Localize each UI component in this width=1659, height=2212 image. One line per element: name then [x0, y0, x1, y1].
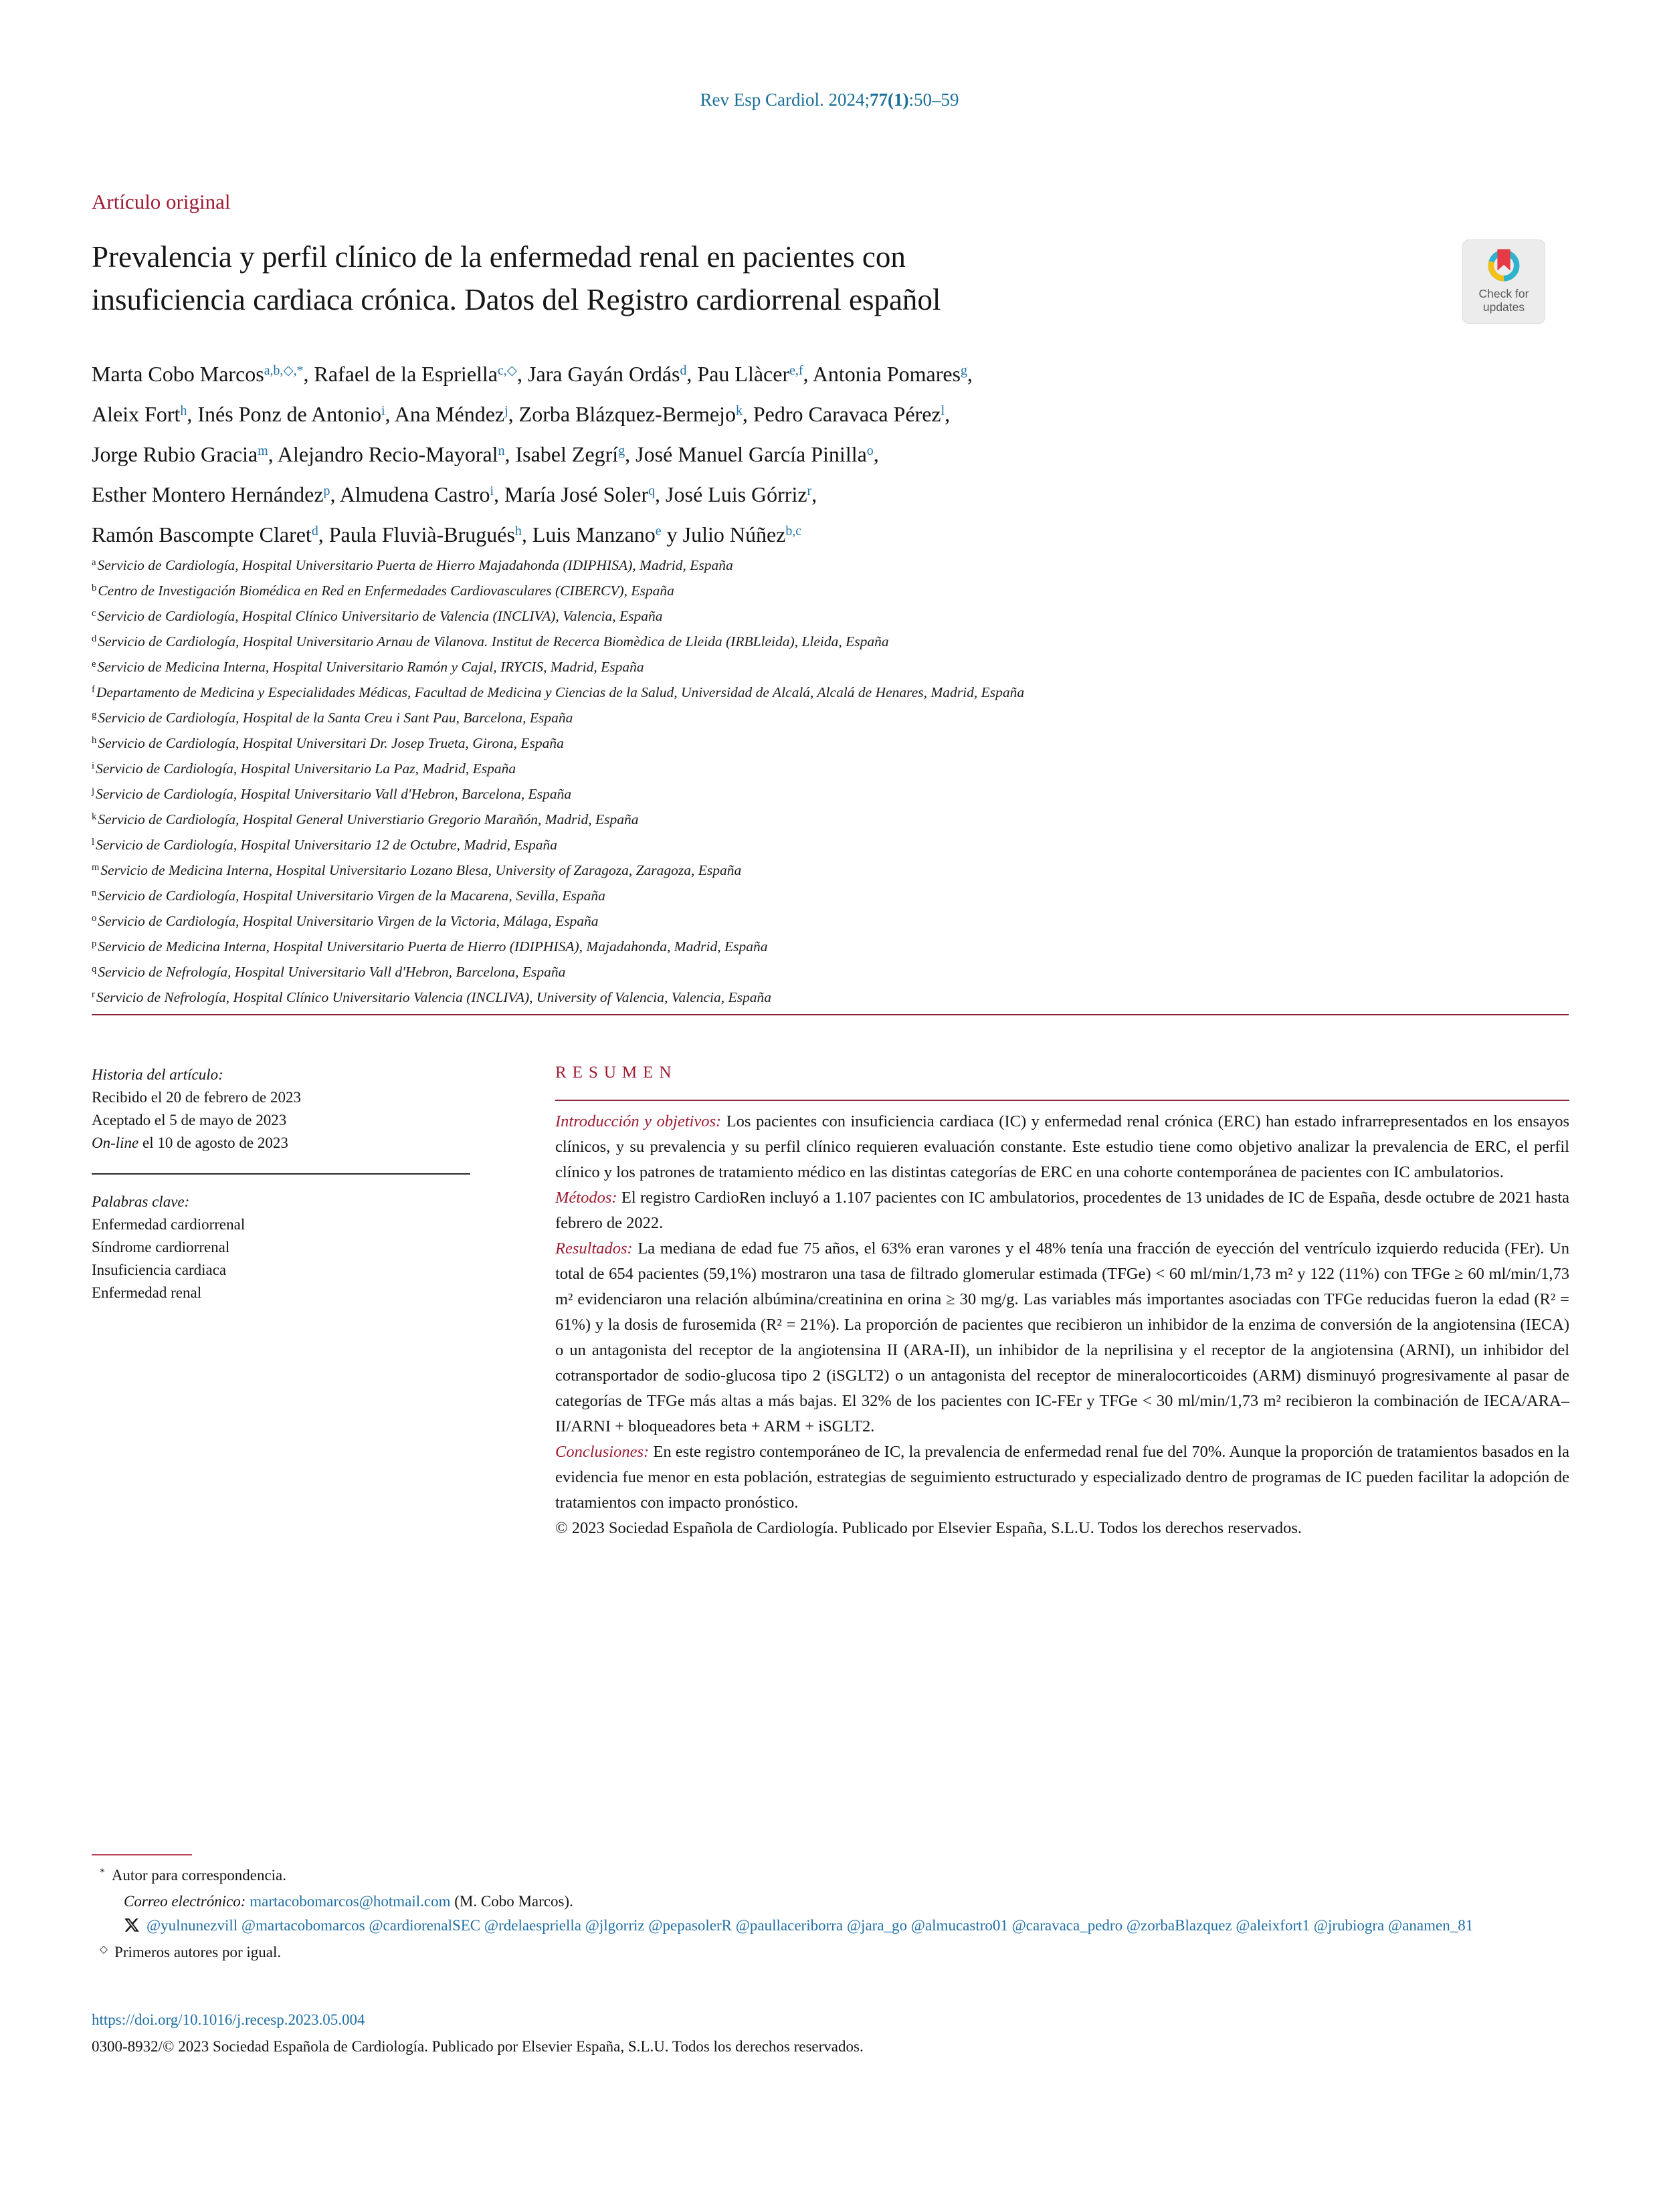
- author-affiliation-marker: r: [807, 484, 812, 499]
- author-affiliation-marker: i: [490, 484, 494, 499]
- affiliation-letter: b: [92, 583, 97, 594]
- abstract-paragraph: Conclusiones: En este registro contemporáneo de IC, la prevalencia de enfermedad renal fue del 70%. Aunque la proporción de tratamientos basados en la evidencia fue menor en esta población, estrategias de seguimiento estructurado y especializado dentro de programas de IC pueden facilitar la adopción de tratamientos con impacto pronóstico.: [555, 1443, 1569, 1512]
- affiliation-letter: h: [92, 735, 97, 746]
- email-line: [92, 1890, 1581, 1914]
- x-handle[interactable]: @martacobomarcos: [241, 1917, 365, 1934]
- author-line: Marta Cobo Marcos$^{a,b,◇,*}$, Rafael de la Espriella$^{c,◇}$, Jara Gayán Ordás$^d$, Pau Llàcer$^{e,f}$, Antonia Pomares$^g$,: [92, 362, 973, 386]
- abstract-paragraph: Introducción y objetivos: Los pacientes con insuficiencia cardiaca (IC) y enfermedad renal crónica (ERC) han estado infrarrepresentados en los ensayos clínicos, y su prevalencia y su perfil clínico requieren evaluación constante. Este estudio tiene como objetivo analizar la prevalencia de ERC, el perfil clínico y los patrones de tratamiento médico en las distintas categorías de ERC en una cohorte contemporánea de pacientes con IC ambulatorios.: [555, 1112, 1569, 1181]
- author-affiliation-marker: e: [655, 524, 662, 539]
- affiliation-item: $^c$Servicio de Cardiología, Hospital Clínico Universitario de Valencia (INCLIVA), Valencia, España: [92, 608, 663, 624]
- x-handle[interactable]: @jlgorriz: [585, 1917, 645, 1934]
- affiliation-letter: o: [92, 913, 97, 924]
- email-after: (M. Cobo Marcos).: [450, 1893, 573, 1910]
- abstract-paragraph: Métodos: El registro CardioRen incluyó a 1.107 pacientes con IC ambulatorios, procedentes de 13 unidades de IC de España, desde octubre de 2021 hasta febrero de 2022.: [555, 1189, 1569, 1232]
- equal-contribution-marker: ◇: [100, 1943, 108, 1955]
- keyword-item: Síndrome cardiorrenal: [92, 1239, 230, 1255]
- author-affiliation-marker: b,c: [785, 524, 802, 539]
- article-info-column: [92, 1064, 470, 1304]
- correspondence-text: Autor para correspondencia.: [111, 1867, 286, 1884]
- affiliation-item: $^d$Servicio de Cardiología, Hospital Universitario Arnau de Vilanova. Institut de Recerca Biomèdica de Lleida (IRBLleida), Lleida, España: [92, 633, 889, 649]
- journal-citation: [0, 90, 1659, 110]
- author-name: Pedro Caravaca Pérez: [753, 402, 941, 426]
- affiliation-letter: n: [92, 888, 97, 899]
- citation-volume: 77(1): [869, 90, 909, 110]
- x-handle[interactable]: @anamen_81: [1388, 1917, 1474, 1934]
- author-name: Isabel Zegrí: [515, 442, 619, 466]
- x-handle[interactable]: @pepasolerR: [648, 1917, 732, 1934]
- author-affiliation-marker: p: [323, 484, 330, 499]
- affiliation-letter: f: [92, 684, 95, 696]
- affiliation-item: $^l$Servicio de Cardiología, Hospital Universitario 12 de Octubre, Madrid, España: [92, 837, 557, 853]
- history-item: On-line el 10 de agosto de 2023: [92, 1134, 288, 1151]
- author-name: Jorge Rubio Gracia: [92, 442, 258, 466]
- author-affiliation-marker: a,b,◇,*: [264, 363, 304, 379]
- author-name: Esther Montero Hernández: [92, 482, 324, 506]
- affiliation-letter: g: [92, 710, 97, 721]
- x-handle[interactable]: @paullaceriborra: [735, 1917, 844, 1934]
- x-handle[interactable]: @yulnunezvill: [147, 1917, 238, 1934]
- author-line: Jorge Rubio Gracia$^m$, Alejandro Recio-Mayoral$^n$, Isabel Zegrí$^g$, José Manuel García Pinilla$^o$,: [92, 442, 879, 466]
- article-title: [92, 235, 1450, 321]
- email-link[interactable]: martacobomarcos@hotmail.com: [250, 1893, 451, 1910]
- correspondence-marker: *: [100, 1866, 105, 1878]
- abstract-section-label: Introducción y objetivos:: [555, 1112, 722, 1130]
- affiliation-letter: c: [92, 608, 96, 619]
- affiliation-item: $^f$Departamento de Medicina y Especialidades Médicas, Facultad de Medicina y Ciencias de la Salud, Universidad de Alcalá, Alcalá de Henares, Madrid, España: [92, 684, 1025, 700]
- history-label: Historia del artículo:: [92, 1066, 223, 1083]
- affiliation-letter: i: [92, 761, 95, 772]
- keywords-list: [92, 1213, 470, 1304]
- author-name: Aleix Fort: [92, 402, 181, 426]
- equal-contribution-text: Primeros autores por igual.: [114, 1944, 282, 1960]
- x-twitter-icon: [124, 1916, 140, 1940]
- affiliation-letter: d: [92, 633, 97, 645]
- affiliation-letter: r: [92, 989, 95, 1001]
- divider-rule: [92, 1014, 1569, 1015]
- history-list: [92, 1086, 470, 1154]
- author-name: Pau Llàcer: [697, 362, 790, 386]
- author-affiliation-marker: j: [504, 403, 508, 419]
- author-affiliation-marker: h: [180, 403, 187, 419]
- abstract-paragraph: © 2023 Sociedad Española de Cardiología. Publicado por Elsevier España, S.L.U. Todos los derechos reservados.: [555, 1519, 1302, 1537]
- affiliation-letter: l: [92, 837, 95, 848]
- x-handle[interactable]: @cardiorenalSEC: [369, 1917, 481, 1934]
- social-handles-line: [92, 1914, 1581, 1940]
- author-name: Zorba Blázquez-Bermejo: [518, 402, 736, 426]
- affiliation-item: $^a$Servicio de Cardiología, Hospital Universitario Puerta de Hierro Majadahonda (IDIPHISA), Madrid, España: [92, 557, 733, 573]
- author-affiliation-marker: e,f: [789, 363, 803, 379]
- doi-link[interactable]: https://doi.org/10.1016/j.recesp.2023.05.004: [92, 2011, 365, 2028]
- author-name: Ramón Bascompte Claret: [92, 522, 312, 546]
- x-handle[interactable]: @zorbaBlazquez: [1126, 1917, 1232, 1934]
- author-name: Alejandro Recio-Mayoral: [277, 442, 498, 466]
- author-affiliation-marker: c,◇: [498, 363, 518, 379]
- affiliation-item: $^i$Servicio de Cardiología, Hospital Universitario La Paz, Madrid, España: [92, 761, 516, 777]
- article-info-divider: [92, 1173, 470, 1175]
- author-affiliation-marker: h: [514, 524, 522, 539]
- correspondence-line: [92, 1864, 1581, 1890]
- email-label: Correo electrónico:: [124, 1893, 246, 1910]
- author-affiliation-marker: l: [941, 403, 945, 419]
- x-handle[interactable]: @jara_go: [846, 1917, 908, 1934]
- article-title-line2: insuficiencia cardiaca crónica. Datos del Registro cardiorrenal español: [92, 283, 941, 316]
- affiliation-item: $^b$Centro de Investigación Biomédica en Red en Enfermedades Cardiovasculares (CIBERCV), España: [92, 583, 674, 599]
- author-name: Antonia Pomares: [812, 362, 961, 386]
- article-type-label: Artículo original: [92, 190, 231, 213]
- x-handle[interactable]: @jrubiogra: [1313, 1917, 1385, 1934]
- author-name: Julio Núñez: [682, 522, 786, 546]
- footnotes: [92, 1854, 1581, 1967]
- x-handle[interactable]: @almucastro01: [910, 1917, 1008, 1934]
- history-item: Aceptado el 5 de mayo de 2023: [92, 1112, 287, 1128]
- article-title-line1: Prevalencia y perfil clínico de la enfermedad renal en pacientes con: [92, 240, 906, 274]
- author-name: Inés Ponz de Antonio: [197, 402, 381, 426]
- affiliation-letter: p: [92, 938, 97, 950]
- author-name: Paula Fluvià-Brugués: [328, 522, 515, 546]
- affiliation-item: $^q$Servicio de Nefrología, Hospital Universitario Vall d'Hebron, Barcelona, España: [92, 964, 566, 980]
- abstract-rule: [555, 1100, 1569, 1101]
- author-affiliation-marker: m: [258, 443, 268, 459]
- abstract-section-label: Resultados:: [555, 1239, 633, 1258]
- check-for-updates-icon: [1482, 244, 1525, 287]
- author-name: Jara Gayán Ordás: [528, 362, 680, 386]
- footnote-rule: [92, 1854, 192, 1855]
- abstract-paragraph: Resultados: La mediana de edad fue 75 años, el 63% eran varones y el 48% tenía una fracción de eyección del ventrículo izquierdo reducida (FEr). Un total de 654 pacientes (59,1%) mostraron una tasa de filtrado glomerular estimada (TFGe) < 60 ml/min/1,73 m² y 122 (11%) con TFGe ≥ 60 ml/min/1,73 m² evidenciaron una relación albúmina/creatinina en orina ≥ 30 mg/g. Las variables más importantes asociadas con TFGe reducidas fueron la edad (R² = 61%) y la dosis de furosemida (R² = 21%). La proporción de pacientes que recibieron un inhibidor de la enzima de conversión de la angiotensina (IECA) o un antagonista del receptor de la angiotensina II (ARA-II), un inhibidor de la neprilisina y el receptor de la angiotensina (ARNI), un inhibidor del cotransportador de sodio-glucosa tipo 2 (iSGLT2) o un antagonista del receptor de mineralocorticoides (ARM) disminuyó progresivamente al pasar de categorías de TFGe más altas a más bajas. El 32% de los pacientes con IC-FEr y TFGe < 30 ml/min/1,73 m² recibieron la combinación de IECA/ARA–II/ARNI + bloqueadores beta + ARM + iSGLT2.: [555, 1239, 1569, 1435]
- handles-list: [147, 1917, 1473, 1934]
- affiliation-letter: a: [92, 557, 96, 569]
- author-affiliation-marker: g: [618, 443, 625, 459]
- affiliation-letter: k: [92, 811, 97, 823]
- x-handle[interactable]: @aleixfort1: [1236, 1917, 1310, 1934]
- keywords-label: Palabras clave:: [92, 1193, 190, 1210]
- authors: [92, 356, 1583, 557]
- equal-contribution-line: [92, 1940, 1581, 1967]
- affiliation-item: $^e$Servicio de Medicina Interna, Hospital Universitario Ramón y Cajal, IRYCIS, Madrid, España: [92, 659, 644, 675]
- keyword-item: Insuficiencia cardiaca: [92, 1262, 227, 1278]
- keyword-item: Enfermedad renal: [92, 1284, 202, 1301]
- author-line: Ramón Bascompte Claret$^d$, Paula Fluvià-Brugués$^h$, Luis Manzano$^e$ y Julio Núñez$^{b,c}$: [92, 522, 802, 546]
- badge-text-line1: Check for: [1478, 287, 1529, 300]
- author-affiliation-marker: d: [680, 363, 687, 379]
- citation-suffix: :50–59: [908, 90, 959, 110]
- affiliation-letter: q: [92, 964, 97, 975]
- author-name: Marta Cobo Marcos: [92, 362, 264, 386]
- affiliation-item: $^g$Servicio de Cardiología, Hospital de la Santa Creu i Sant Pau, Barcelona, España: [92, 710, 573, 726]
- citation-prefix: Rev Esp Cardiol. 2024;: [700, 90, 870, 110]
- x-handle[interactable]: @rdelaespriella: [484, 1917, 581, 1934]
- abstract-title: RESUMEN: [555, 1064, 678, 1082]
- x-handle[interactable]: @caravaca_pedro: [1011, 1917, 1123, 1934]
- affiliation-item: $^m$Servicio de Medicina Interna, Hospital Universitario Lozano Blesa, University of Zaragoza, Zaragoza, España: [92, 862, 742, 878]
- author-affiliation-marker: i: [381, 403, 385, 419]
- affiliations-list: [92, 554, 1583, 1011]
- abstract-paragraphs: [555, 1109, 1569, 1541]
- page-footer: [92, 2007, 1581, 2060]
- author-affiliation-marker: g: [961, 363, 967, 379]
- author-name: José Manuel García Pinilla: [636, 442, 867, 466]
- affiliation-letter: e: [92, 659, 96, 670]
- author-affiliation-marker: k: [735, 403, 743, 419]
- author-affiliation-marker: d: [311, 524, 318, 539]
- abstract-section-label: Conclusiones:: [555, 1443, 650, 1461]
- author-name: Luis Manzano: [532, 522, 656, 546]
- author-line: Esther Montero Hernández$^p$, Almudena Castro$^i$, María José Soler$^q$, José Luis Górriz$^r$,: [92, 482, 817, 506]
- affiliation-item: $^k$Servicio de Cardiología, Hospital General Universtiario Gregorio Marañón, Madrid, España: [92, 811, 639, 827]
- author-affiliation-marker: q: [648, 484, 656, 499]
- affiliation-item: $^o$Servicio de Cardiología, Hospital Universitario Virgen de la Victoria, Málaga, España: [92, 913, 599, 929]
- affiliation-item: $^r$Servicio de Nefrología, Hospital Clínico Universitario Valencia (INCLIVA), University of Valencia, Valencia, España: [92, 989, 772, 1005]
- affiliation-letter: j: [92, 786, 95, 797]
- affiliation-letter: m: [92, 862, 100, 874]
- check-for-updates-badge[interactable]: [1462, 239, 1545, 324]
- check-for-updates-text: [1463, 287, 1545, 314]
- author-name: José Luis Górriz: [666, 482, 807, 506]
- issn-copyright-line: 0300-8932/© 2023 Sociedad Española de Cardiología. Publicado por Elsevier España, S.L.U. Todos los derechos reservados.: [92, 2038, 864, 2055]
- affiliation-item: $^h$Servicio de Cardiología, Hospital Universitari Dr. Josep Trueta, Girona, España: [92, 735, 564, 751]
- affiliation-item: $^p$Servicio de Medicina Interna, Hospital Universitario Puerta de Hierro (IDIPHISA), Majadahonda, Madrid, España: [92, 938, 768, 954]
- author-affiliation-marker: n: [498, 443, 505, 459]
- author-line: Aleix Fort$^h$, Inés Ponz de Antonio$^i$, Ana Méndez$^j$, Zorba Blázquez-Bermejo$^k$, Pedro Caravaca Pérez$^l$,: [92, 402, 951, 426]
- author-name: María José Soler: [504, 482, 649, 506]
- author-affiliation-marker: o: [866, 443, 874, 459]
- author-name: Rafael de la Espriella: [314, 362, 498, 386]
- keyword-item: Enfermedad cardiorrenal: [92, 1216, 246, 1233]
- abstract-section-label: Métodos:: [555, 1189, 617, 1207]
- badge-text-line2: updates: [1482, 300, 1525, 314]
- affiliation-item: $^n$Servicio de Cardiología, Hospital Universitario Virgen de la Macarena, Sevilla, España: [92, 888, 605, 904]
- author-name: Ana Méndez: [394, 402, 505, 426]
- history-item: Recibido el 20 de febrero de 2023: [92, 1089, 301, 1106]
- author-name: Almudena Castro: [339, 482, 490, 506]
- affiliation-item: $^j$Servicio de Cardiología, Hospital Universitario Vall d'Hebron, Barcelona, España: [92, 786, 572, 802]
- abstract-column: [555, 1064, 1569, 1541]
